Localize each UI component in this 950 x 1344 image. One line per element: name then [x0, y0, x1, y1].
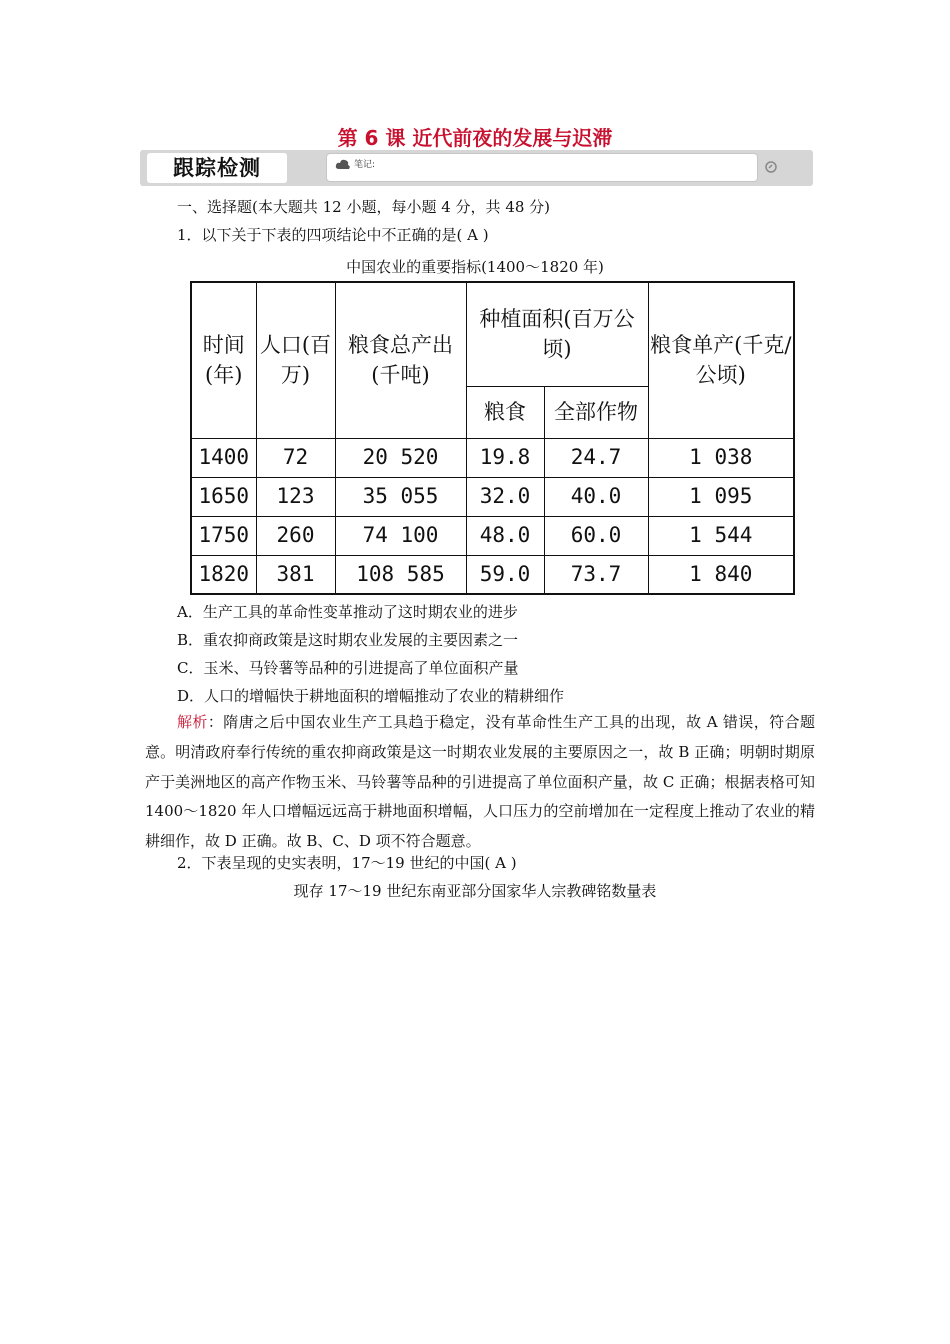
- table-cell: 260: [256, 516, 335, 555]
- table-cell: 20 520: [335, 438, 466, 477]
- table-cell: 108 585: [335, 555, 466, 594]
- table-cell: 59.0: [466, 555, 544, 594]
- cloud-note-icon: [335, 158, 351, 170]
- header-area-grain: 粮食: [466, 386, 544, 438]
- table-cell: 35 055: [335, 477, 466, 516]
- banner-label: 跟踪检测: [147, 153, 287, 183]
- page-title: 第 6 课 近代前夜的发展与迟滞: [337, 126, 613, 150]
- analysis-label: 解析: [177, 713, 208, 731]
- question-1-stem: 1．以下关于下表的四项结论中不正确的是( A ): [177, 226, 489, 244]
- table-cell: 73.7: [544, 555, 648, 594]
- table-cell: 1 544: [648, 516, 794, 555]
- table-cell: 1820: [191, 555, 256, 594]
- table-cell: 123: [256, 477, 335, 516]
- table-cell: 381: [256, 555, 335, 594]
- table-cell: 1400: [191, 438, 256, 477]
- table-cell: 19.8: [466, 438, 544, 477]
- question-2-stem: 2．下表呈现的史实表明，17～19 世纪的中国( A ): [177, 854, 517, 872]
- option-a[interactable]: A．生产工具的革命性变革推动了这时期农业的进步: [177, 603, 518, 621]
- table-cell: 1750: [191, 516, 256, 555]
- table-cell: 1650: [191, 477, 256, 516]
- table-cell: 60.0: [544, 516, 648, 555]
- header-planting-area: 种植面积(百万公顷): [466, 282, 648, 386]
- table-cell: 1 038: [648, 438, 794, 477]
- table-cell: 1 840: [648, 555, 794, 594]
- header-area-all: 全部作物: [544, 386, 648, 438]
- analysis-paragraph: [145, 708, 815, 857]
- section-banner: [140, 150, 813, 186]
- table-2-title: 现存 17～19 世纪东南亚部分国家华人宗教碑铭数量表: [293, 882, 657, 900]
- paperclip-icon[interactable]: [765, 161, 777, 173]
- table-cell: 48.0: [466, 516, 544, 555]
- option-c[interactable]: C．玉米、马铃薯等品种的引进提高了单位面积产量: [177, 659, 519, 677]
- table-1-title: 中国农业的重要指标(1400～1820 年): [346, 258, 604, 276]
- analysis-text: ：隋唐之后中国农业生产工具趋于稳定，没有革命性生产工具的出现，故 A 错误，符合题意。明清政府奉行传统的重农抑商政策是这一时期农业发展的主要原因之一，故 B 正确；明朝时期原产于美洲地区的高产作物玉米、马铃薯等品种的引进提高了单位面积产量，故 C 正确；根据表格可知 1400～1820 年人口增幅远远高于耕地面积增幅，人口压力的空前增加在一定程度上推动了农业的精耕细作，故 D 正确。故 B、C、D 项不符合题意。: [145, 713, 815, 851]
- header-grain-output: 粮食总产出(千吨): [335, 282, 466, 438]
- table-cell: 74 100: [335, 516, 466, 555]
- table-cell: 24.7: [544, 438, 648, 477]
- option-d[interactable]: D．人口的增幅快于耕地面积的增幅推动了农业的精耕细作: [177, 687, 565, 705]
- notes-label: 笔记:: [354, 160, 376, 170]
- option-b[interactable]: B．重农抑商政策是这时期农业发展的主要因素之一: [177, 631, 519, 649]
- header-grain-yield: 粮食单产(千克/公顷): [648, 282, 794, 438]
- notes-input[interactable]: [326, 153, 758, 182]
- table-cell: 40.0: [544, 477, 648, 516]
- agriculture-table: [190, 281, 795, 595]
- header-time: 时间(年): [191, 282, 256, 438]
- section-heading: 一、选择题(本大题共 12 小题，每小题 4 分，共 48 分): [177, 198, 551, 216]
- table-cell: 32.0: [466, 477, 544, 516]
- header-population: 人口(百万): [256, 282, 335, 438]
- table-cell: 72: [256, 438, 335, 477]
- table-cell: 1 095: [648, 477, 794, 516]
